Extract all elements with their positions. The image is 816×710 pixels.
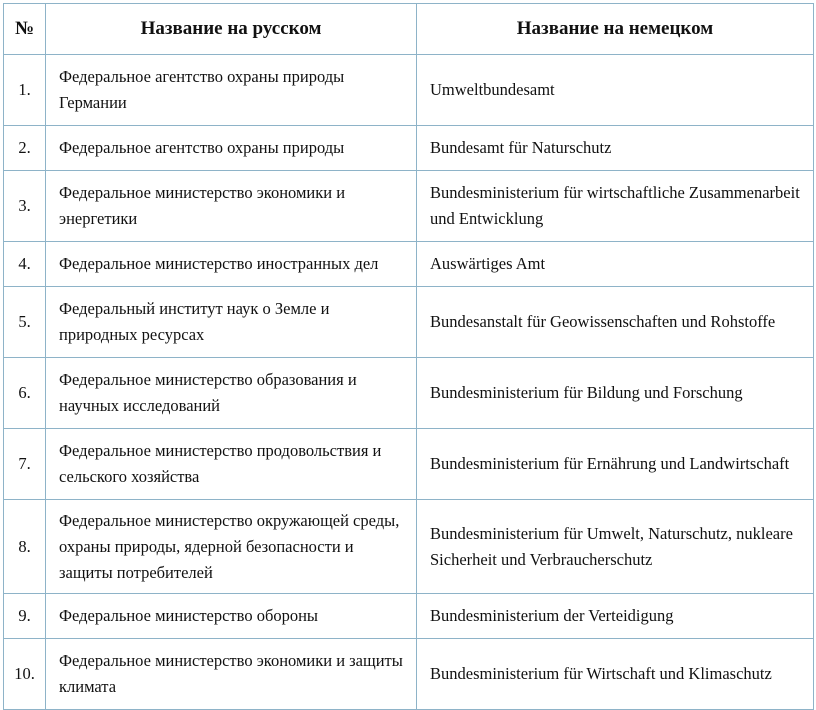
row-number: 3. [4, 171, 46, 242]
german-name-cell: Auswärtiges Amt [417, 242, 814, 287]
table-row [4, 594, 814, 639]
russian-name-cell: Федеральное министерство экономики и защиты климата [46, 639, 417, 710]
header-row [4, 4, 814, 55]
header-number: № [4, 4, 46, 55]
russian-name-cell: Федеральное министерство образования и научных исследований [46, 358, 417, 429]
russian-name-cell: Федеральное агентство охраны природы Германии [46, 55, 417, 126]
table-row [4, 55, 814, 126]
german-name-cell: Bundesministerium für wirtschaftliche Zusammenarbeit und Entwicklung [417, 171, 814, 242]
table-row [4, 429, 814, 500]
agencies-table [3, 3, 814, 710]
table-row [4, 171, 814, 242]
row-number: 6. [4, 358, 46, 429]
row-number: 2. [4, 126, 46, 171]
table-row [4, 358, 814, 429]
row-number: 7. [4, 429, 46, 500]
russian-name-cell: Федеральное министерство экономики и энергетики [46, 171, 417, 242]
german-name-cell: Bundesamt für Naturschutz [417, 126, 814, 171]
table-row [4, 126, 814, 171]
header-german-name: Название на немецком [417, 4, 814, 55]
german-name-cell: Bundesanstalt für Geowissenschaften und Rohstoffe [417, 287, 814, 358]
german-name-cell: Bundesministerium für Ernährung und Landwirtschaft [417, 429, 814, 500]
row-number: 10. [4, 639, 46, 710]
table-row [4, 500, 814, 594]
german-name-cell: Bundesministerium für Wirtschaft und Klimaschutz [417, 639, 814, 710]
table-row [4, 639, 814, 710]
row-number: 8. [4, 500, 46, 594]
russian-name-cell: Федеральное министерство окружающей среды, охраны природы, ядерной безопасности и защиты потребителей [46, 500, 417, 594]
row-number: 9. [4, 594, 46, 639]
table-row [4, 287, 814, 358]
row-number: 5. [4, 287, 46, 358]
german-name-cell: Bundesministerium für Umwelt, Naturschutz, nukleare Sicherheit und Verbraucherschutz [417, 500, 814, 594]
row-number: 1. [4, 55, 46, 126]
russian-name-cell: Федеральный институт наук о Земле и природных ресурсах [46, 287, 417, 358]
russian-name-cell: Федеральное министерство продовольствия и сельского хозяйства [46, 429, 417, 500]
german-name-cell: Bundesministerium für Bildung und Forschung [417, 358, 814, 429]
header-russian-name: Название на русском [46, 4, 417, 55]
german-name-cell: Umweltbundesamt [417, 55, 814, 126]
russian-name-cell: Федеральное министерство обороны [46, 594, 417, 639]
german-name-cell: Bundesministerium der Verteidigung [417, 594, 814, 639]
table-row [4, 242, 814, 287]
row-number: 4. [4, 242, 46, 287]
russian-name-cell: Федеральное министерство иностранных дел [46, 242, 417, 287]
russian-name-cell: Федеральное агентство охраны природы [46, 126, 417, 171]
